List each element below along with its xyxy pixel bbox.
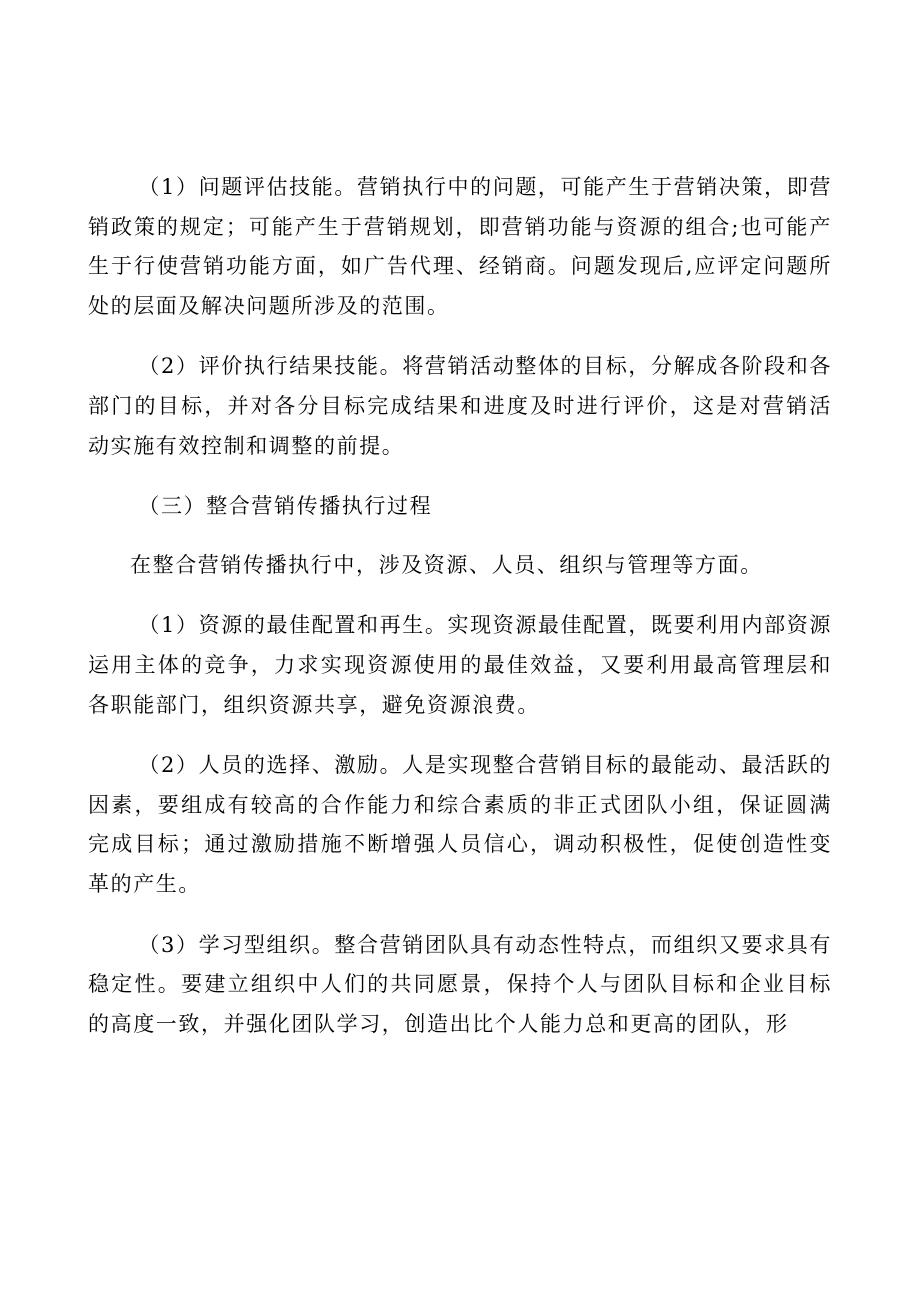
paragraph-problem-assessment: （1）问题评估技能。营销执行中的问题，可能产生于营销决策，即营销政策的规定；可能产生于营销规划，即营销功能与资源的组合;也可能产生于行使营销功能方面，如广告代理、经销商。问题发现后,应评定问题所处的层面及解决问题所涉及的范围。 bbox=[88, 175, 832, 318]
paragraph-result-evaluation: （2）评价执行结果技能。将营销活动整体的目标，分解成各阶段和各部门的目标，并对各分目标完成结果和进度及时进行评价，这是对营销活动实施有效控制和调整的前提。 bbox=[88, 354, 832, 458]
paragraph-resource-allocation: （1）资源的最佳配置和再生。实现资源最佳配置，既要利用内部资源运用主体的竞争，力求实现资源使用的最佳效益，又要利用最高管理层和各职能部门，组织资源共享，避免资源浪费。 bbox=[88, 613, 832, 717]
document-page bbox=[88, 168, 832, 1065]
section-heading: （三）整合营销传播执行过程 bbox=[138, 494, 433, 519]
paragraph-personnel-selection: （2）人员的选择、激励。人是实现整合营销目标的最能动、最活跃的因素，要组成有较高的合作能力和综合素质的非正式团队小组，保证圆满完成目标；通过激励措施不断增强人员信心，调动积极性，促使创造性变革的产生。 bbox=[88, 753, 832, 896]
paragraph-learning-organization: （3）学习型组织。整合营销团队具有动态性特点，而组织又要求具有稳定性。要建立组织中人们的共同愿景，保持个人与团队目标和企业目标的高度一致，并强化团队学习，创造出比个人能力总和更高的团队，形 bbox=[88, 932, 832, 1036]
paragraph-intro: 在整合营销传播执行中，涉及资源、人员、组织与管理等方面。 bbox=[130, 552, 763, 577]
